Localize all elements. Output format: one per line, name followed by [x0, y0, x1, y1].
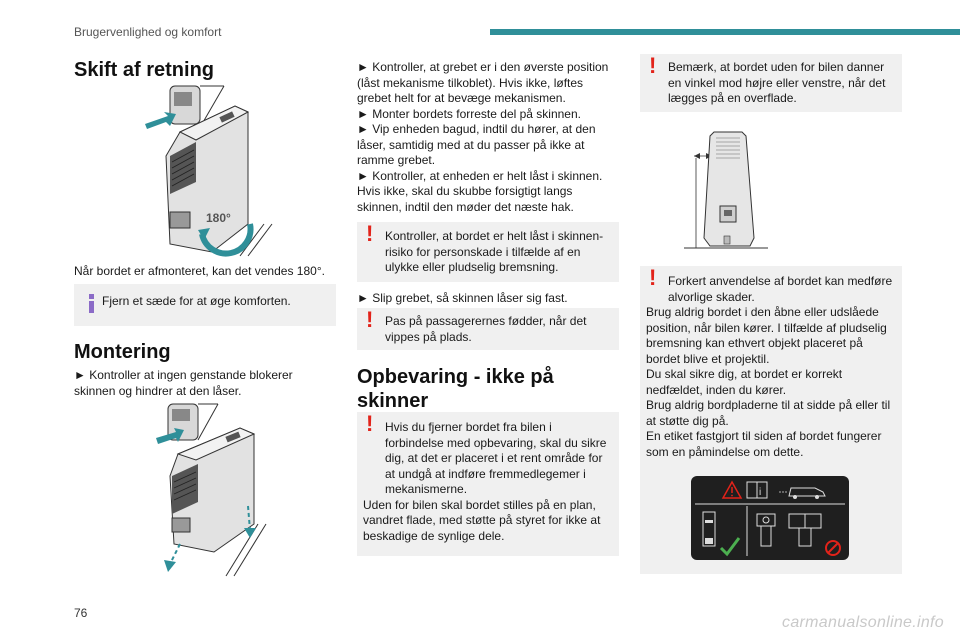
- step-release-handle: ► Slip grebet, så skinnen låser sig fast.: [357, 291, 568, 305]
- section-title-storage: Opbevaring - ikke på skinner: [357, 366, 554, 412]
- mount-check-text: ► Kontroller at ingen genstande blokerer skinnen og hindrer at den låser.: [74, 368, 293, 398]
- warning-text-misuse-4: Brug aldrig bordpladerne til at sidde på eller til at støtte dig på.: [646, 398, 891, 428]
- info-icon: [88, 294, 94, 312]
- header-accent-bar: [490, 29, 960, 35]
- warning-icon: !: [366, 411, 374, 436]
- warning-text-angle: Bemærk, at bordet uden for bilen danner en vinkel mod højre eller venstre, når det lægges på en overflade.: [668, 60, 886, 105]
- section-title-mounting: Montering: [74, 341, 171, 363]
- warning-icon: !: [649, 265, 657, 290]
- warning-text-storage-b: Uden for bilen skal bordet stilles på en plan, vandret flade, med støtte på styret for ikke at beskadige de synlige dele.: [363, 497, 601, 543]
- svg-text:i: i: [759, 487, 762, 498]
- warning-text-storage-a: Hvis du fjerner bordet fra bilen i forbindelse med opbevaring, skal du sikre dig, at det er placeret i et rent område for at undgå at indføre fremmedlegemer i mekanismerne.: [385, 420, 607, 496]
- table-rotate-illustration: [140, 84, 275, 260]
- page-header-title: Brugervenlighed og komfort: [74, 25, 222, 39]
- section-title-change-direction: Skift af retning: [74, 59, 215, 81]
- angle-label-180: 180°: [206, 211, 231, 225]
- table-mount-illustration: [154, 402, 268, 578]
- column-2: [357, 60, 619, 215]
- step-tilt-back: ► Vip enheden bagud, indtil du hører, at den låser, samtidig med at du passer på ikke at ramme grebet.: [357, 122, 596, 167]
- info-box-comfort: [74, 284, 336, 326]
- warning-text-misuse-2: Brug aldrig bordet i den åbne eller udslåede position, når bilen kører. I tilfælde af pludselig bremsning kan ethvert objekt placeret på bordet blive et projektil.: [646, 305, 887, 366]
- page-number: 76: [74, 606, 88, 620]
- warning-text-misuse-3: Du skal sikre dig, at bordet er korrekt nedfældet, inden du kører.: [646, 367, 843, 397]
- after-dismount-text: Når bordet er afmonteret, kan det vendes 180°.: [74, 264, 325, 278]
- warning-box-locked: [357, 222, 619, 282]
- warning-icon: !: [366, 221, 374, 246]
- info-text: Fjern et sæde for at øge komforten.: [102, 294, 291, 308]
- table-tilt-illustration: [676, 128, 776, 252]
- step-mount-front: ► Monter bordets forreste del på skinnen.: [357, 106, 581, 121]
- warning-text-feet: Pas på passagerernes fødder, når det vippes på plads.: [385, 314, 587, 344]
- warning-text-locked: Kontroller, at bordet er helt låst i skinnen- risiko for personskade i tilfælde af en ulykke eller pludselig bremsning.: [385, 229, 604, 274]
- watermark: carmanualsonline.info: [782, 614, 944, 631]
- step-check-locked: ► Kontroller, at enheden er helt låst i skinnen. Hvis ikke, skal du skubbe forsigtigt langs skinnen, indtil den møder det næste hak.: [357, 168, 603, 214]
- column-1: [74, 54, 336, 82]
- warning-text-misuse-1: Forkert anvendelse af bordet kan medføre alvorlige skader.: [668, 274, 893, 304]
- warning-icon: !: [366, 307, 374, 332]
- warning-label-illustration: [691, 476, 849, 560]
- warning-icon: !: [649, 53, 657, 78]
- warning-box-storage: [357, 412, 619, 556]
- warning-box-feet: [357, 308, 619, 350]
- warning-text-misuse-5: En etiket fastgjort til siden af bordet fungerer som en påmindelse om dette.: [646, 429, 882, 459]
- step-check-handle: ► Kontroller, at grebet er i den øverste position (låst mekanisme tilkoblet). Hvis ikke, løftes grebet helt for at bevæge mekanismen.: [357, 60, 609, 105]
- warning-box-angle: [640, 54, 902, 112]
